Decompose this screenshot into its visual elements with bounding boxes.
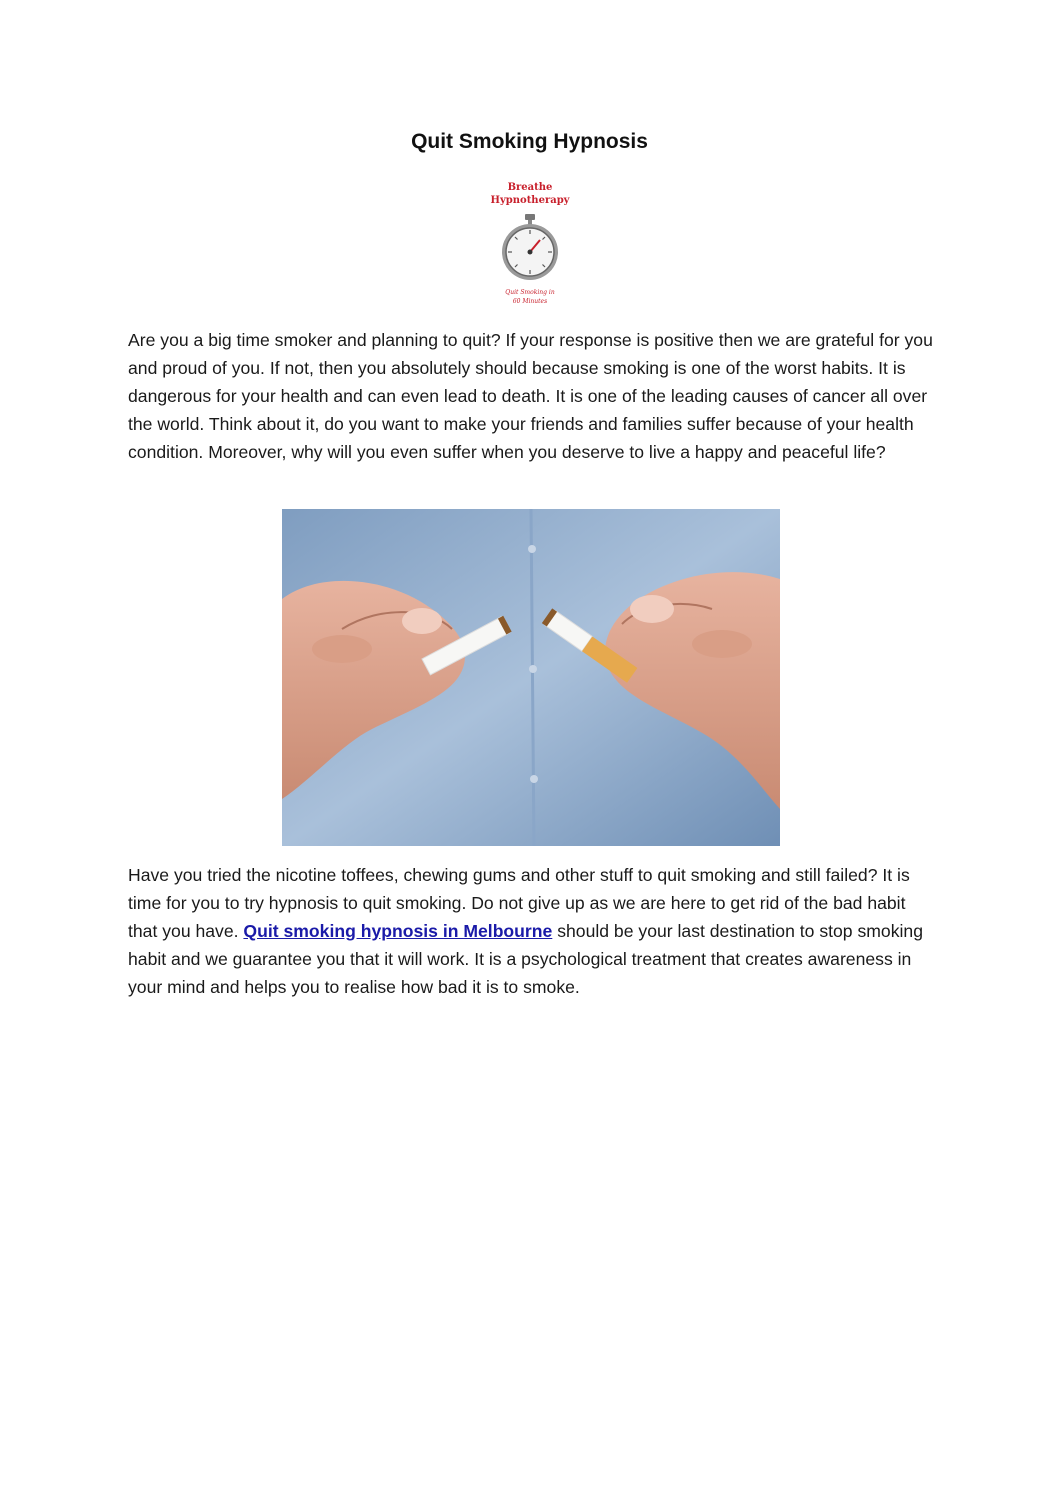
logo-tagline2: 60 Minutes: [512, 298, 548, 305]
logo-tagline1: Quit Smoking in: [505, 289, 555, 296]
logo-line2: Hypnotherapy: [490, 195, 570, 206]
stopwatch-icon: [478, 176, 582, 310]
logo-line1: Breathe: [507, 182, 553, 193]
quit-smoking-melbourne-link[interactable]: Quit smoking hypnosis in Melbourne: [243, 921, 553, 941]
intro-paragraph: Are you a big time smoker and planning to quit? If your response is positive then we are grateful for you and proud of you. If not, then you absolutely should because smoking is one of the worst habits. It is dangerous for your health and can even lead to death. It is one of the leading causes of cancer all over the world. Think about it, do you want to make your friends and families suffer because of your health condition. Moreover, why will you even suffer when you deserve to live a happy and peaceful life?: [128, 330, 933, 462]
page-title: Quit Smoking Hypnosis: [411, 130, 648, 153]
paragraph2-text-before: Have you tried the nicotine toffees, chewing gums and other stuff to quit smoking and still failed? It is time for you to try hypnosis to quit smoking. Do not give up as we are here to get rid of the bad habit that you have.: [128, 865, 910, 941]
broken-cigarette-photo: [282, 509, 780, 846]
broken-cigarette-hands-image: [282, 509, 780, 846]
breathe-hypnotherapy-logo: [478, 176, 582, 310]
paragraph2-text-after: should be your last destination to stop smoking habit and we guarantee you that it will work. It is a psychological treatment that creates awareness in your mind and helps you to realise how bad it is to smoke.: [128, 921, 923, 997]
hypnosis-paragraph: [128, 861, 933, 1001]
